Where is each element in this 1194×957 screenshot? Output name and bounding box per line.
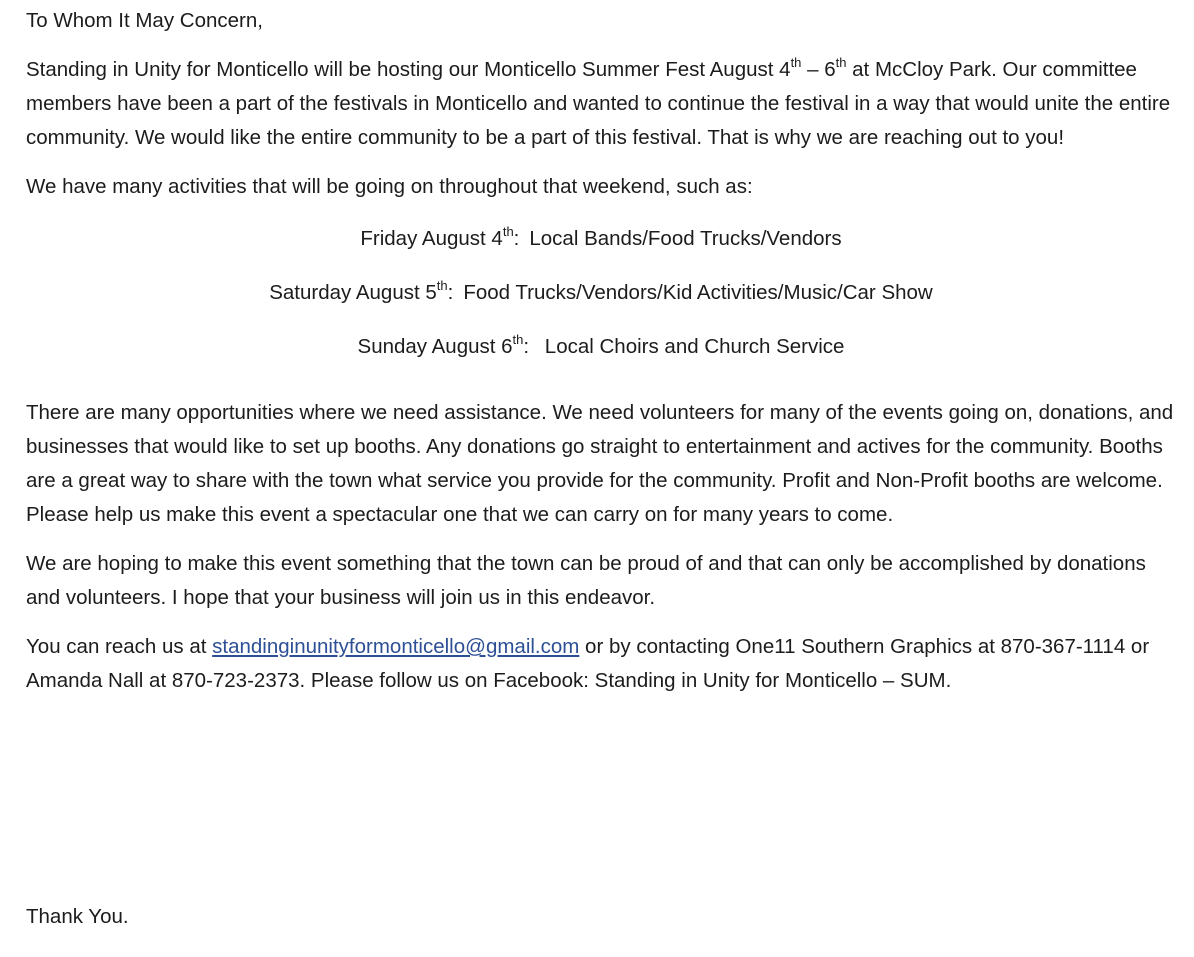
intro-sup-1: th [790, 55, 802, 70]
intro-text-a: Standing in Unity for Monticello will be hosting our Monticello Summer Fest August 4 [26, 58, 791, 81]
volunteer-paragraph: There are many opportunities where we need assistance. We need volunteers for many of the events going on, donations, and businesses that would like to set up booths. Any donations go straight to entertainment and actives for the community. Booths are a great way to share with the town what service you provide for the community. Profit and Non-Profit booths are welcome. Please help us make this event a spectacular one that we can carry on for many years to come. [26, 401, 1174, 526]
schedule-day: Sunday August 6 [357, 335, 513, 358]
schedule-item-friday [26, 222, 1176, 276]
intro-sup-2: th [835, 55, 847, 70]
intro-paragraph [26, 53, 1176, 155]
schedule-day-sup: th [502, 224, 514, 239]
schedule-desc: Local Bands/Food Trucks/Vendors [529, 227, 842, 250]
schedule-item-saturday [26, 276, 1176, 330]
schedule-day-sup: th [436, 278, 448, 293]
activities-intro: We have many activities that will be going on throughout that weekend, such as: [26, 175, 753, 198]
intro-text-c: at McCloy Park. Our committee members have been a part of the festivals in Monticello and wanted to continue the festival in a way that would unite the entire community. We would like the entire community to be a part of this festival. That is why we are reaching out to you! [26, 58, 1171, 149]
email-link[interactable]: standinginunityformonticello@gmail.com [212, 635, 580, 658]
intro-text-b: – 6 [801, 58, 836, 81]
schedule-colon: : [523, 335, 530, 358]
schedule-list [26, 222, 1176, 384]
schedule-day: Saturday August 5 [269, 281, 437, 304]
contact-before: You can reach us at [26, 635, 213, 658]
schedule-desc: Local Choirs and Church Service [539, 335, 845, 358]
schedule-item-sunday [26, 330, 1176, 384]
schedule-colon: : [447, 281, 454, 304]
hope-paragraph: We are hoping to make this event something that the town can be proud of and that can only be accomplished by donations and volunteers. I hope that your business will join us in this endeavor. [26, 552, 1146, 609]
greeting: To Whom It May Concern, [26, 9, 263, 32]
contact-after: or by contacting One11 Southern Graphics at 870-367-1114 or Amanda Nall at 870-723-2373. Please follow us on Facebook: Standing in Unity for Monticello – SUM. [26, 635, 1150, 692]
schedule-day: Friday August 4 [360, 227, 503, 250]
schedule-colon: : [513, 227, 520, 250]
closing: Thank You. [26, 905, 129, 928]
schedule-day-sup: th [512, 332, 524, 347]
schedule-desc: Food Trucks/Vendors/Kid Activities/Music/Car Show [463, 281, 933, 304]
contact-paragraph [26, 630, 1176, 698]
